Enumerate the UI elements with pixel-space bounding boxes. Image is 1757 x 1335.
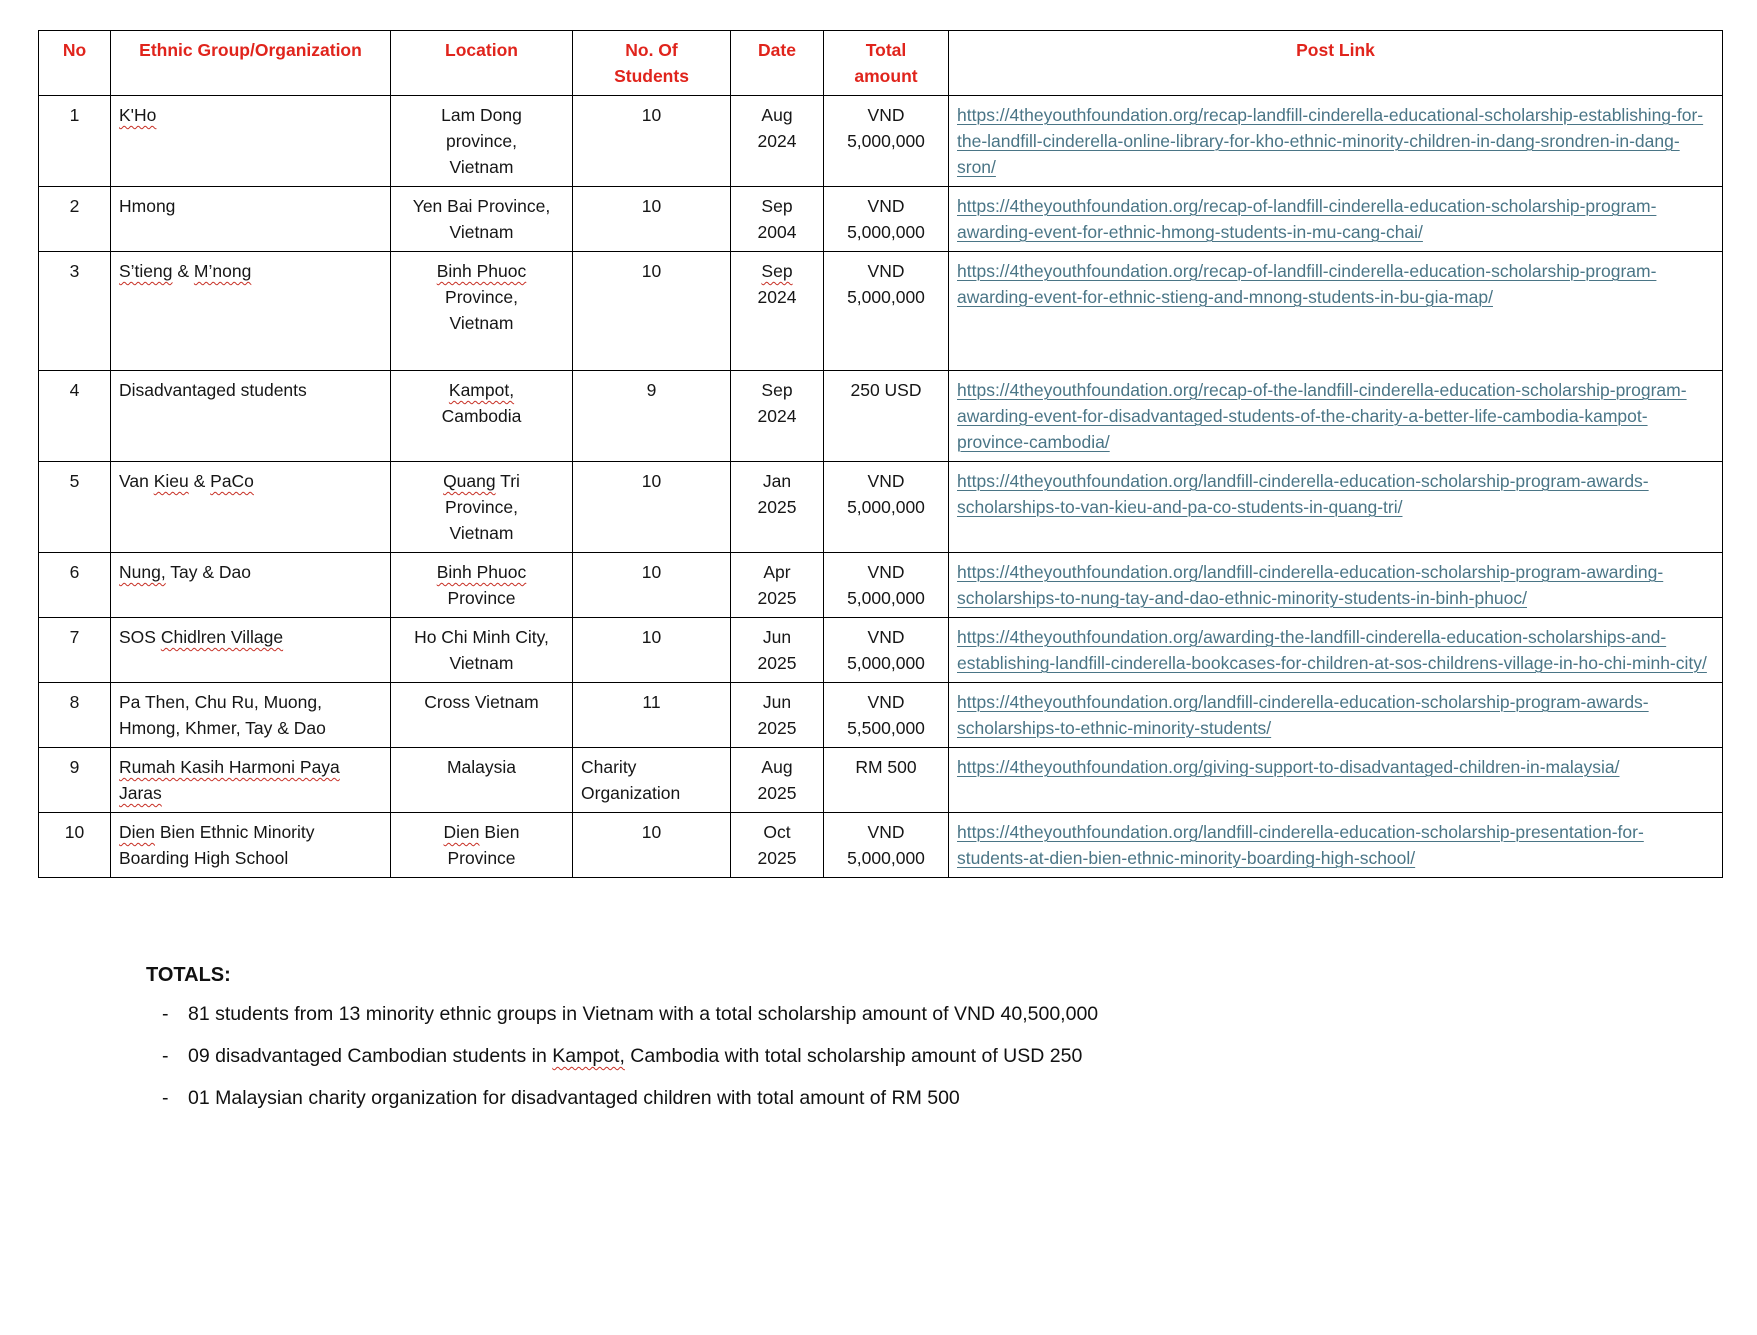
spellcheck-squiggle: Jaras bbox=[119, 783, 162, 803]
cell-amount: VND 5,000,000 bbox=[824, 187, 949, 252]
spellcheck-squiggle: PaCo bbox=[210, 471, 254, 491]
cell-amount: 250 USD bbox=[824, 371, 949, 462]
cell-date: Aug 2024 bbox=[731, 96, 824, 187]
totals-item-text: 09 disadvantaged Cambodian students in Kampot, Cambodia with total scholarship amount of USD 250 bbox=[188, 1045, 1083, 1067]
cell-location: Malaysia bbox=[391, 748, 573, 813]
cell-link bbox=[949, 748, 1723, 813]
cell-ethnic: Hmong bbox=[111, 187, 391, 252]
table-header-row bbox=[39, 31, 1723, 96]
cell-location: Yen Bai Province, Vietnam bbox=[391, 187, 573, 252]
spellcheck-squiggle: M’nong bbox=[193, 261, 252, 281]
cell-no: 8 bbox=[39, 683, 111, 748]
totals-item-text: 01 Malaysian charity organization for disadvantaged children with total amount of RM 500 bbox=[188, 1087, 960, 1109]
cell-no: 2 bbox=[39, 187, 111, 252]
cell-no: 6 bbox=[39, 553, 111, 618]
table-row bbox=[39, 96, 1723, 187]
cell-link bbox=[949, 683, 1723, 748]
cell-date: Jun 2025 bbox=[731, 618, 824, 683]
column-header-location: Location bbox=[391, 31, 573, 96]
cell-date: Sep 2024 bbox=[731, 371, 824, 462]
post-link[interactable]: https://4theyouthfoundation.org/giving-support-to-disadvantaged-children-in-malaysia/ bbox=[957, 757, 1620, 777]
cell-ethnic: Nung, Tay & Dao bbox=[111, 553, 391, 618]
cell-location: Cross Vietnam bbox=[391, 683, 573, 748]
cell-students: 11 bbox=[573, 683, 731, 748]
spellcheck-squiggle: Kieu bbox=[153, 471, 189, 491]
cell-link bbox=[949, 96, 1723, 187]
cell-no: 10 bbox=[39, 813, 111, 878]
cell-date: Jun 2025 bbox=[731, 683, 824, 748]
cell-ethnic: Van Kieu & PaCo bbox=[111, 462, 391, 553]
spellcheck-squiggle: Dien bbox=[443, 822, 480, 842]
cell-no: 4 bbox=[39, 371, 111, 462]
bullet-dash: - bbox=[162, 1045, 169, 1067]
totals-item bbox=[146, 1001, 1722, 1027]
cell-students: 10 bbox=[573, 813, 731, 878]
spellcheck-squiggle: Kampot, bbox=[552, 1045, 625, 1067]
cell-amount: VND 5,500,000 bbox=[824, 683, 949, 748]
column-header-students: No. Of Students bbox=[573, 31, 731, 96]
cell-link bbox=[949, 553, 1723, 618]
table-row bbox=[39, 748, 1723, 813]
cell-students: Charity Organization bbox=[573, 748, 731, 813]
cell-link bbox=[949, 813, 1723, 878]
cell-students: 10 bbox=[573, 252, 731, 371]
cell-date: Sep 2004 bbox=[731, 187, 824, 252]
spellcheck-squiggle: Sep bbox=[761, 261, 793, 281]
cell-amount: VND 5,000,000 bbox=[824, 96, 949, 187]
post-link[interactable]: https://4theyouthfoundation.org/landfill-cinderella-education-scholarship-program-awarding-scholarships-to-nung-tay-and-dao-ethnic-minority-students-in-binh-phuoc/ bbox=[957, 562, 1664, 608]
bullet-dash: - bbox=[162, 1003, 169, 1025]
cell-ethnic: SOS Chidlren Village bbox=[111, 618, 391, 683]
post-link[interactable]: https://4theyouthfoundation.org/recap-of-the-landfill-cinderella-education-scholarship-program-awarding-event-for-disadvantaged-students-of-the-charity-a-better-life-cambodia-kampot-province-cambodia/ bbox=[957, 380, 1687, 452]
post-link[interactable]: https://4theyouthfoundation.org/landfill-cinderella-education-scholarship-presentation-for-students-at-dien-bien-ethnic-minority-boarding-high-school/ bbox=[957, 822, 1644, 868]
cell-no: 9 bbox=[39, 748, 111, 813]
post-link[interactable]: https://4theyouthfoundation.org/landfill-cinderella-education-scholarship-program-awards-scholarships-to-van-kieu-and-pa-co-students-in-quang-tri/ bbox=[957, 471, 1649, 517]
cell-location: Binh Phuoc Province bbox=[391, 553, 573, 618]
cell-no: 7 bbox=[39, 618, 111, 683]
cell-ethnic bbox=[111, 748, 391, 813]
cell-date: Jan 2025 bbox=[731, 462, 824, 553]
spellcheck-squiggle: Nung, bbox=[119, 562, 166, 582]
totals-item bbox=[146, 1043, 1722, 1069]
spellcheck-squiggle: Chidlren Village bbox=[160, 627, 284, 647]
table-row bbox=[39, 371, 1723, 462]
totals-section bbox=[146, 964, 1722, 1111]
cell-students: 9 bbox=[573, 371, 731, 462]
cell-location: Dien Bien Province bbox=[391, 813, 573, 878]
spellcheck-squiggle: Rumah Kasih Harmoni Paya bbox=[119, 757, 340, 777]
table-body bbox=[39, 96, 1723, 878]
cell-amount: VND 5,000,000 bbox=[824, 813, 949, 878]
post-link[interactable]: https://4theyouthfoundation.org/awarding-the-landfill-cinderella-education-scholarships-and-establishing-landfill-cinderella-bookcases-for-children-at-sos-childrens-village-in-ho-chi-minh-city/ bbox=[957, 627, 1707, 673]
cell-amount: RM 500 bbox=[824, 748, 949, 813]
cell-amount: VND 5,000,000 bbox=[824, 252, 949, 371]
cell-no: 1 bbox=[39, 96, 111, 187]
cell-date: Aug 2025 bbox=[731, 748, 824, 813]
cell-students: 10 bbox=[573, 553, 731, 618]
totals-item bbox=[146, 1085, 1722, 1111]
post-link[interactable]: https://4theyouthfoundation.org/recap-landfill-cinderella-educational-scholarship-establishing-for-the-landfill-cinderella-online-library-for-kho-ethnic-minority-children-in-dang-srondren-in-dang-sron/ bbox=[957, 105, 1704, 177]
cell-no: 3 bbox=[39, 252, 111, 371]
totals-list bbox=[146, 1001, 1722, 1111]
cell-location: Binh Phuoc Province, Vietnam bbox=[391, 252, 573, 371]
table-header bbox=[39, 31, 1723, 96]
cell-ethnic: Disadvantaged students bbox=[111, 371, 391, 462]
cell-ethnic: S’tieng & M’nong bbox=[111, 252, 391, 371]
cell-students: 10 bbox=[573, 618, 731, 683]
cell-ethnic: Pa Then, Chu Ru, Muong, Hmong, Khmer, Tay & Dao bbox=[111, 683, 391, 748]
cell-students: 10 bbox=[573, 462, 731, 553]
post-link[interactable]: https://4theyouthfoundation.org/landfill-cinderella-education-scholarship-program-awards-scholarships-to-ethnic-minority-students/ bbox=[957, 692, 1649, 738]
cell-amount: VND 5,000,000 bbox=[824, 553, 949, 618]
table-row bbox=[39, 683, 1723, 748]
cell-location: Kampot, Cambodia bbox=[391, 371, 573, 462]
cell-amount: VND 5,000,000 bbox=[824, 462, 949, 553]
table-row bbox=[39, 252, 1723, 371]
column-header-amount: Total amount bbox=[824, 31, 949, 96]
column-header-link: Post Link bbox=[949, 31, 1723, 96]
cell-location: Ho Chi Minh City, Vietnam bbox=[391, 618, 573, 683]
cell-link bbox=[949, 187, 1723, 252]
cell-link bbox=[949, 252, 1723, 371]
table-row bbox=[39, 813, 1723, 878]
bullet-dash: - bbox=[162, 1087, 169, 1109]
cell-students: 10 bbox=[573, 187, 731, 252]
scholarship-table bbox=[38, 30, 1723, 878]
cell-ethnic: Dien Bien Ethnic Minority Boarding High School bbox=[111, 813, 391, 878]
cell-students: 10 bbox=[573, 96, 731, 187]
table-row bbox=[39, 187, 1723, 252]
cell-location: Lam Dong province, Vietnam bbox=[391, 96, 573, 187]
cell-link bbox=[949, 618, 1723, 683]
spellcheck-squiggle: Dien bbox=[119, 822, 155, 842]
cell-no: 5 bbox=[39, 462, 111, 553]
spellcheck-squiggle: S’tieng bbox=[119, 261, 173, 281]
cell-date: Sep 2024 bbox=[731, 252, 824, 371]
column-header-ethnic: Ethnic Group/Organization bbox=[111, 31, 391, 96]
totals-item-text: 81 students from 13 minority ethnic groups in Vietnam with a total scholarship amount of VND 40,500,000 bbox=[188, 1003, 1099, 1025]
cell-location: Quang Tri Province, Vietnam bbox=[391, 462, 573, 553]
post-link[interactable]: https://4theyouthfoundation.org/recap-of-landfill-cinderella-education-scholarship-program-awarding-event-for-ethnic-hmong-students-in-mu-cang-chai/ bbox=[957, 196, 1657, 242]
column-header-date: Date bbox=[731, 31, 824, 96]
cell-date: Apr 2025 bbox=[731, 553, 824, 618]
spellcheck-squiggle: Binh Phuoc bbox=[436, 261, 527, 281]
column-header-no: No bbox=[39, 31, 111, 96]
cell-ethnic bbox=[111, 96, 391, 187]
cell-link bbox=[949, 371, 1723, 462]
totals-heading: TOTALS: bbox=[146, 964, 231, 986]
table-row bbox=[39, 553, 1723, 618]
table-row bbox=[39, 618, 1723, 683]
cell-link bbox=[949, 462, 1723, 553]
cell-amount: VND 5,000,000 bbox=[824, 618, 949, 683]
table-row bbox=[39, 462, 1723, 553]
spellcheck-squiggle: Kampot, bbox=[448, 380, 515, 400]
spellcheck-squiggle: Binh Phuoc bbox=[436, 562, 527, 582]
spellcheck-squiggle: Quang bbox=[443, 471, 496, 491]
spellcheck-squiggle: K'Ho bbox=[119, 105, 157, 125]
cell-date: Oct 2025 bbox=[731, 813, 824, 878]
post-link[interactable]: https://4theyouthfoundation.org/recap-of-landfill-cinderella-education-scholarship-program-awarding-event-for-ethnic-stieng-and-mnong-students-in-bu-gia-map/ bbox=[957, 261, 1657, 307]
